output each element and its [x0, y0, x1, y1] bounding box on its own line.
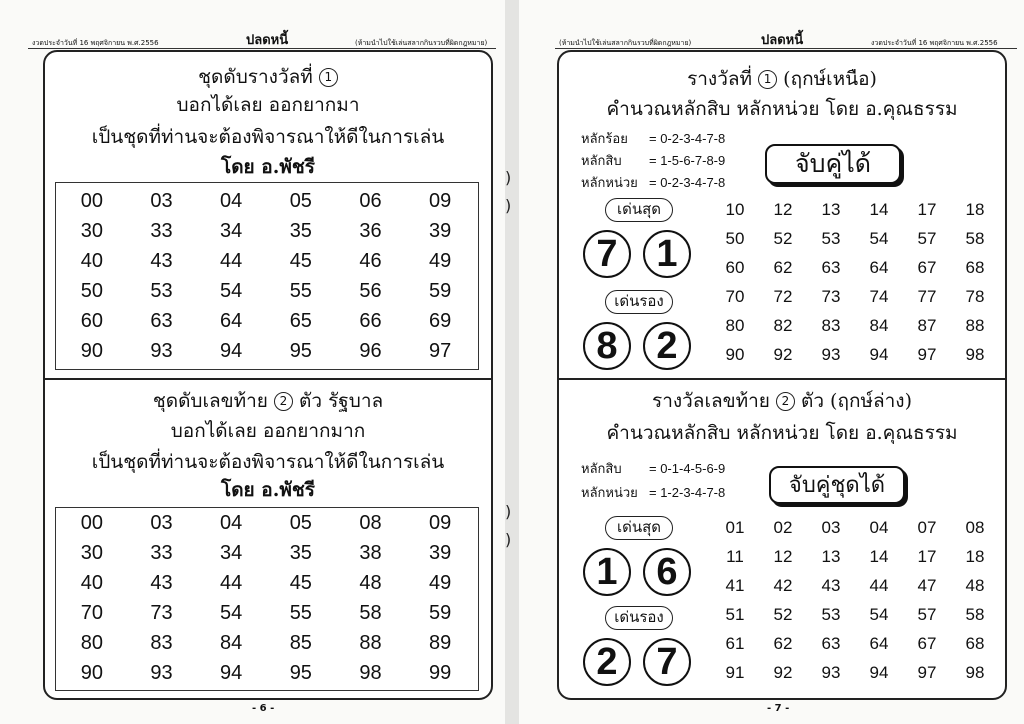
l1-number-cell: 45 — [289, 250, 312, 272]
l2-number-cell: 98 — [359, 662, 382, 684]
r1-number-cell: 17 — [917, 200, 937, 219]
l1-number-cell: 05 — [289, 190, 312, 212]
l1-heading-text: ชุดดับรางวัลที่ — [198, 66, 313, 88]
r2-number-cell: 18 — [965, 547, 985, 566]
r1-number-cell: 78 — [965, 287, 985, 306]
l2-number-grid — [57, 512, 475, 685]
r1-digit-row-units — [581, 172, 725, 193]
r2-number-grid — [711, 518, 999, 683]
r2-number-cell: 02 — [773, 518, 793, 537]
right-header-title: ปลดหนี้ — [761, 33, 804, 48]
left-page-number: - 6 - — [252, 703, 275, 714]
r2-number-cell: 64 — [869, 634, 889, 653]
r2-heading-circle-number: 2 — [776, 392, 795, 411]
l2-number-cell: 95 — [289, 662, 312, 684]
l2-author: โดย อ.พัชรี — [221, 479, 315, 501]
r1-second-label: เด่นรอง — [605, 290, 673, 314]
l1-number-cell: 30 — [80, 220, 103, 242]
l1-number-cell: 44 — [220, 250, 243, 272]
right-page — [519, 0, 1024, 724]
r1-number-cell: 98 — [965, 345, 985, 364]
r1-number-cell: 74 — [869, 287, 889, 306]
l2-number-cell: 70 — [80, 602, 103, 624]
l2-number-cell: 54 — [220, 602, 243, 624]
r2-number-cell: 57 — [917, 605, 937, 624]
r1-second-ball-2: 2 — [643, 322, 691, 370]
r2-digit-row-tens — [581, 458, 725, 479]
r2-number-cell: 91 — [725, 663, 745, 682]
r2-second-ball-2: 7 — [643, 638, 691, 686]
r1-number-cell: 13 — [821, 200, 841, 219]
l2-line3: เป็นชุดที่ท่านจะต้องพิจารณาให้ดีในการเล่น — [91, 451, 445, 473]
l2-number-cell: 88 — [359, 632, 382, 654]
l1-number-cell: 53 — [150, 280, 173, 302]
r1-number-cell: 14 — [869, 200, 889, 219]
r1-number-cell: 83 — [821, 316, 841, 335]
r2-main-ball-2: 6 — [643, 548, 691, 596]
r1-second-ball-1: 8 — [583, 322, 631, 370]
l2-number-cell: 99 — [429, 662, 452, 684]
r2-second-label: เด่นรอง — [605, 606, 673, 630]
l1-number-cell: 34 — [220, 220, 243, 242]
r2-number-cell: 14 — [869, 547, 889, 566]
l2-number-cell: 55 — [289, 602, 312, 624]
r2-number-cell: 97 — [917, 663, 937, 682]
left-header-date: งวดประจำวันที่ 16 พฤศจิกายน พ.ศ.2556 — [32, 39, 159, 47]
r1-number-cell: 68 — [965, 258, 985, 277]
r2-number-cell: 17 — [917, 547, 937, 566]
l2-number-cell: 89 — [429, 632, 452, 654]
l1-number-cell: 96 — [359, 340, 382, 362]
l2-number-cell: 04 — [220, 512, 243, 534]
l1-number-cell: 97 — [429, 340, 452, 362]
r2-number-cell: 58 — [965, 605, 985, 624]
l1-number-cell: 95 — [289, 340, 312, 362]
l1-number-cell: 39 — [429, 220, 452, 242]
r2-number-cell: 51 — [725, 605, 745, 624]
l1-number-cell: 00 — [80, 190, 103, 212]
r2-number-cell: 67 — [917, 634, 937, 653]
l1-number-cell: 33 — [150, 220, 173, 242]
l2-number-cell: 45 — [289, 572, 312, 594]
r2-number-cell: 11 — [726, 547, 744, 566]
r1-digit-values: = 0-2-3-4-7-8 — [649, 131, 726, 146]
r1-heading-suffix: (ฤกษ์เหนือ) — [783, 68, 877, 90]
r2-heading — [559, 386, 1005, 416]
r1-number-cell: 57 — [917, 229, 937, 248]
l2-number-cell: 39 — [429, 542, 452, 564]
r2-number-cell: 41 — [725, 576, 745, 595]
l1-number-cell: 64 — [220, 310, 243, 332]
r2-number-cell: 94 — [869, 663, 889, 682]
l2-number-cell: 94 — [220, 662, 243, 684]
l2-heading-circle-number: 2 — [274, 392, 293, 411]
r1-subtitle: คำนวณหลักสิบ หลักหน่วย โดย อ.คุณธรรม — [606, 98, 958, 120]
r1-number-cell: 77 — [917, 287, 937, 306]
r2-main-label: เด่นสุด — [605, 516, 673, 540]
l1-heading — [45, 62, 491, 92]
l1-number-cell: 09 — [429, 190, 452, 212]
l1-number-cell: 50 — [80, 280, 103, 302]
r2-number-cell: 68 — [965, 634, 985, 653]
right-page-number: - 7 - — [767, 703, 790, 714]
l1-number-cell: 66 — [359, 310, 382, 332]
r2-number-cell: 44 — [869, 576, 889, 595]
l1-number-grid — [57, 190, 475, 363]
l1-author: โดย อ.พัชรี — [221, 156, 315, 178]
r2-heading-text: รางวัลเลขท้าย — [651, 390, 770, 412]
r2-number-cell: 01 — [725, 518, 745, 537]
r1-number-cell: 60 — [725, 258, 745, 277]
l2-number-cell: 34 — [220, 542, 243, 564]
r1-number-cell: 88 — [965, 316, 985, 335]
r1-heading — [559, 64, 1005, 94]
l2-number-cell: 49 — [429, 572, 452, 594]
l1-number-cell: 03 — [150, 190, 173, 212]
r2-heading-suffix: ตัว (ฤกษ์ล่าง) — [801, 390, 912, 412]
r1-digit-row-tens — [581, 150, 725, 171]
r2-number-cell: 12 — [773, 547, 793, 566]
l1-number-cell: 46 — [359, 250, 382, 272]
l2-number-cell: 09 — [429, 512, 452, 534]
l1-number-cell: 63 — [150, 310, 173, 332]
r2-number-cell: 54 — [869, 605, 889, 624]
r1-digit-label: หลักสิบ — [581, 153, 622, 168]
l2-number-cell: 00 — [80, 512, 103, 534]
r2-subtitle: คำนวณหลักสิบ หลักหน่วย โดย อ.คุณธรรม — [606, 422, 958, 444]
r2-number-cell: 52 — [773, 605, 793, 624]
right-header-disclaimer: (ห้ามนำไปใช้เล่นสลากกินรวบที่ผิดกฎหมาย) — [559, 39, 692, 47]
l2-number-cell: 08 — [359, 512, 382, 534]
r1-number-cell: 67 — [917, 258, 937, 277]
r2-number-cell: 08 — [965, 518, 985, 537]
l1-heading-circle-number: 1 — [319, 68, 338, 87]
r1-number-cell: 90 — [725, 345, 745, 364]
r2-number-cell: 48 — [965, 576, 985, 595]
r1-number-cell: 87 — [917, 316, 937, 335]
r1-number-cell: 62 — [773, 258, 793, 277]
l2-number-cell: 05 — [289, 512, 312, 534]
l1-number-cell: 55 — [289, 280, 312, 302]
r1-number-cell: 73 — [821, 287, 841, 306]
r1-number-cell: 52 — [773, 229, 793, 248]
r2-digit-values: = 0-1-4-5-6-9 — [649, 461, 726, 476]
l2-number-cell: 90 — [80, 662, 103, 684]
r1-digit-values: = 0-2-3-4-7-8 — [649, 175, 726, 190]
l1-number-cell: 36 — [359, 220, 382, 242]
l2-number-cell: 58 — [359, 602, 382, 624]
l1-number-cell: 59 — [429, 280, 452, 302]
l2-number-cell: 43 — [150, 572, 173, 594]
right-section-divider — [559, 378, 1005, 380]
r1-number-cell: 18 — [965, 200, 985, 219]
l1-number-cell: 40 — [80, 250, 103, 272]
l2-line2: บอกได้เลย ออกยากมาก — [170, 420, 366, 442]
r1-heading-text: รางวัลที่ — [687, 68, 753, 90]
left-page — [0, 0, 505, 724]
l2-number-cell: 93 — [150, 662, 173, 684]
r1-number-cell: 92 — [773, 345, 793, 364]
r2-number-cell: 47 — [917, 576, 937, 595]
r1-digit-label: หลักหน่วย — [581, 175, 638, 190]
r2-number-cell: 93 — [821, 663, 841, 682]
r1-number-cell: 82 — [773, 316, 793, 335]
r1-main-label: เด่นสุด — [605, 198, 673, 222]
l2-number-cell: 84 — [220, 632, 243, 654]
r1-digit-values: = 1-5-6-7-8-9 — [649, 153, 726, 168]
l1-number-cell: 06 — [359, 190, 382, 212]
r2-digit-label: หลักสิบ — [581, 461, 622, 476]
l1-number-cell: 54 — [220, 280, 243, 302]
r1-main-ball-1: 7 — [583, 230, 631, 278]
r1-stamp-label: จับคู่ได้ — [765, 144, 901, 184]
l2-number-cell: 40 — [80, 572, 103, 594]
left-header-disclaimer: (ห้ามนำไปใช้เล่นสลากกินรวบที่ผิดกฎหมาย) — [355, 39, 488, 47]
r2-number-cell: 98 — [965, 663, 985, 682]
l2-number-cell: 83 — [150, 632, 173, 654]
l2-number-cell: 48 — [359, 572, 382, 594]
r2-number-cell: 63 — [821, 634, 841, 653]
left-section-divider — [45, 378, 491, 380]
r2-number-cell: 43 — [821, 576, 841, 595]
r2-number-cell: 62 — [773, 634, 793, 653]
right-header-rule — [555, 48, 1017, 49]
r2-number-cell: 61 — [725, 634, 745, 653]
r1-number-cell: 10 — [725, 200, 745, 219]
left-header-rule — [28, 48, 496, 49]
l1-number-cell: 60 — [80, 310, 103, 332]
l1-number-cell: 43 — [150, 250, 173, 272]
l2-heading — [45, 386, 491, 416]
r2-number-cell: 03 — [821, 518, 841, 537]
l1-number-cell: 90 — [80, 340, 103, 362]
l1-number-cell: 35 — [289, 220, 312, 242]
r1-number-cell: 80 — [725, 316, 745, 335]
l2-number-cell: 85 — [289, 632, 312, 654]
r1-number-cell: 64 — [869, 258, 889, 277]
l2-number-cell: 44 — [220, 572, 243, 594]
r1-number-cell: 12 — [773, 200, 793, 219]
l2-number-cell: 59 — [429, 602, 452, 624]
r2-number-cell: 13 — [821, 547, 841, 566]
l1-number-cell: 93 — [150, 340, 173, 362]
r1-number-grid — [711, 200, 999, 365]
l1-number-cell: 04 — [220, 190, 243, 212]
l1-line3: เป็นชุดที่ท่านจะต้องพิจารณาให้ดีในการเล่น — [91, 126, 445, 148]
l1-line2: บอกได้เลย ออกยากมา — [176, 94, 360, 116]
l2-number-cell: 33 — [150, 542, 173, 564]
r1-number-cell: 70 — [725, 287, 745, 306]
l2-number-cell: 03 — [150, 512, 173, 534]
r2-number-cell: 07 — [917, 518, 937, 537]
r2-digit-label: หลักหน่วย — [581, 485, 638, 500]
r1-number-cell: 58 — [965, 229, 985, 248]
left-content-box — [43, 50, 493, 700]
r2-second-ball-1: 2 — [583, 638, 631, 686]
l2-heading-suffix: ตัว รัฐบาล — [299, 390, 384, 412]
l1-number-cell: 65 — [289, 310, 312, 332]
r1-number-cell: 53 — [821, 229, 841, 248]
r1-heading-circle-number: 1 — [758, 70, 777, 89]
book-gutter: ) ) ) ) — [505, 0, 519, 724]
r1-number-cell: 50 — [725, 229, 745, 248]
l2-number-cell: 73 — [150, 602, 173, 624]
l1-number-cell: 49 — [429, 250, 452, 272]
l2-number-cell: 30 — [80, 542, 103, 564]
l2-number-cell: 35 — [289, 542, 312, 564]
r1-number-cell: 54 — [869, 229, 889, 248]
l1-number-cell: 94 — [220, 340, 243, 362]
l2-number-cell: 80 — [80, 632, 103, 654]
r2-number-cell: 42 — [773, 576, 793, 595]
r1-number-cell: 94 — [869, 345, 889, 364]
r1-number-cell: 63 — [821, 258, 841, 277]
r2-digit-row-units — [581, 482, 725, 503]
r1-number-cell: 72 — [773, 287, 793, 306]
r1-digit-row-hundreds — [581, 128, 725, 149]
r1-number-cell: 93 — [821, 345, 841, 364]
r2-number-cell: 92 — [773, 663, 793, 682]
l1-number-cell: 69 — [429, 310, 452, 332]
r2-digit-values: = 1-2-3-4-7-8 — [649, 485, 726, 500]
r1-number-cell: 97 — [917, 345, 937, 364]
r2-main-ball-1: 1 — [583, 548, 631, 596]
r2-stamp-label: จับคู่ชุดได้ — [769, 466, 905, 504]
r1-main-ball-2: 1 — [643, 230, 691, 278]
r2-number-cell: 53 — [821, 605, 841, 624]
right-content-box — [557, 50, 1007, 700]
left-header-title: ปลดหนี้ — [246, 33, 289, 48]
l2-heading-text: ชุดดับเลขท้าย — [152, 390, 268, 412]
r2-number-cell: 04 — [869, 518, 889, 537]
r1-digit-label: หลักร้อย — [581, 131, 628, 146]
r1-number-cell: 84 — [869, 316, 889, 335]
l2-number-cell: 38 — [359, 542, 382, 564]
l1-number-cell: 56 — [359, 280, 382, 302]
right-header-date: งวดประจำวันที่ 16 พฤศจิกายน พ.ศ.2556 — [871, 39, 998, 47]
